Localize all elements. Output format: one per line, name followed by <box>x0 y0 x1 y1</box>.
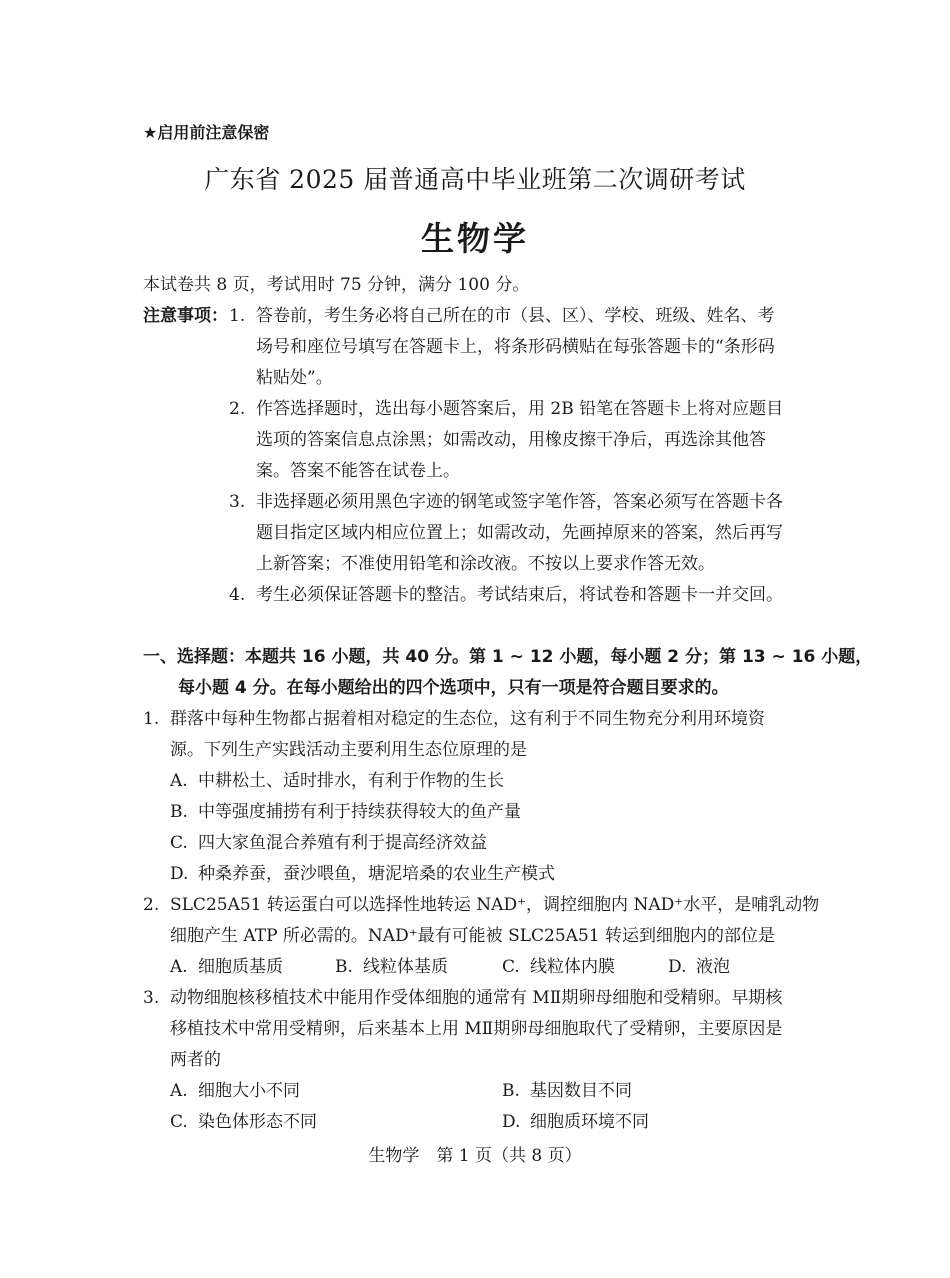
option-label: D. <box>170 864 189 884</box>
option-text: 中耕松土、适时排水，有利于作物的生长 <box>198 771 504 791</box>
notes-label: 注意事项： <box>143 306 228 326</box>
option-label: A. <box>170 771 188 791</box>
note-number: 1. <box>229 306 246 326</box>
note-line: 考生必须保证答题卡的整洁。考试结束后，将试卷和答题卡一并交回。 <box>256 585 783 605</box>
option-text: 细胞大小不同 <box>198 1081 300 1101</box>
option-label: C. <box>170 833 188 853</box>
note-line: 粘贴处”。 <box>256 368 333 388</box>
exam-title: 广东省 2025 届普通高中毕业班第二次调研考试 <box>204 165 746 194</box>
option-text: 线粒体基质 <box>363 957 448 977</box>
question-stem: 群落中每种生物都占据着相对稳定的生态位，这有利于不同生物充分利用环境资 <box>170 709 765 729</box>
option-label: C. <box>502 957 520 977</box>
option-label: D. <box>668 957 687 977</box>
question-stem: 源。下列生产实践活动主要利用生态位原理的是 <box>170 740 527 760</box>
question-stem: 细胞产生 ATP 所必需的。NAD⁺最有可能被 SLC25A51 转运到细胞内的部位是 <box>170 926 775 946</box>
subject-title: 生物学 <box>421 219 529 258</box>
option-label: A. <box>170 957 188 977</box>
note-number: 4. <box>229 585 246 605</box>
question-stem: SLC25A51 转运蛋白可以选择性地转运 NAD⁺，调控细胞内 NAD⁺水平，是哺乳动物 <box>170 895 820 915</box>
note-line: 场号和座位号填写在答题卡上，将条形码横贴在每张答题卡的“条形码 <box>256 337 775 357</box>
option-text: 种桑养蚕，蚕沙喂鱼，塘泥培桑的农业生产模式 <box>198 864 555 884</box>
note-line: 题目指定区域内相应位置上；如需改动，先画掉原来的答案，然后再写 <box>256 523 783 543</box>
note-line: 答卷前，考生务必将自己所在的市（县、区）、学校、班级、姓名、考 <box>256 306 775 326</box>
question-number: 1. <box>143 709 160 729</box>
option-label: B. <box>335 957 353 977</box>
note-line: 作答选择题时，选出每小题答案后，用 2B 铅笔在答题卡上将对应题目 <box>256 399 784 419</box>
question-number: 3. <box>143 988 160 1008</box>
option-text: 细胞质基质 <box>198 957 283 977</box>
secret-mark: ★启用前注意保密 <box>143 123 270 142</box>
note-line: 非选择题必须用黑色字迹的钢笔或签字笔作答，答案必须写在答题卡各 <box>256 492 783 512</box>
option-text: 线粒体内膜 <box>530 957 615 977</box>
intro-text: 本试卷共 8 页，考试用时 75 分钟，满分 100 分。 <box>143 275 530 295</box>
option-text: 细胞质环境不同 <box>530 1112 649 1132</box>
option-text: 基因数目不同 <box>530 1081 632 1101</box>
page-footer: 生物学 第 1 页（共 8 页） <box>368 1146 582 1166</box>
option-label: D. <box>502 1112 521 1132</box>
option-text: 四大家鱼混合养殖有利于提高经济效益 <box>198 833 487 853</box>
section-heading: 一、选择题：本题共 16 小题，共 40 分。第 1 ~ 12 小题，每小题 2 分；第 13 ~ 16 小题， <box>143 647 873 667</box>
option-label: C. <box>170 1112 188 1132</box>
question-number: 2. <box>143 895 160 915</box>
option-label: B. <box>502 1081 520 1101</box>
question-stem: 动物细胞核移植技术中能用作受体细胞的通常有 MⅡ期卵母细胞和受精卵。早期核 <box>170 988 783 1008</box>
option-text: 中等强度捕捞有利于持续获得较大的鱼产量 <box>198 802 521 822</box>
note-line: 案。答案不能答在试卷上。 <box>256 461 460 481</box>
option-text: 液泡 <box>696 957 730 977</box>
option-label: A. <box>170 1081 188 1101</box>
question-stem: 两者的 <box>170 1050 221 1070</box>
option-text: 染色体形态不同 <box>198 1112 317 1132</box>
note-number: 2. <box>229 399 246 419</box>
option-label: B. <box>170 802 188 822</box>
note-number: 3. <box>229 492 246 512</box>
question-stem: 移植技术中常用受精卵，后来基本上用 MⅡ期卵母细胞取代了受精卵，主要原因是 <box>170 1019 783 1039</box>
note-line: 选项的答案信息点涂黑；如需改动，用橡皮擦干净后，再选涂其他答 <box>256 430 766 450</box>
note-line: 上新答案；不准使用铅笔和涂改液。不按以上要求作答无效。 <box>256 554 715 574</box>
section-heading-cont: 每小题 4 分。在每小题给出的四个选项中，只有一项是符合题目要求的。 <box>178 678 729 698</box>
